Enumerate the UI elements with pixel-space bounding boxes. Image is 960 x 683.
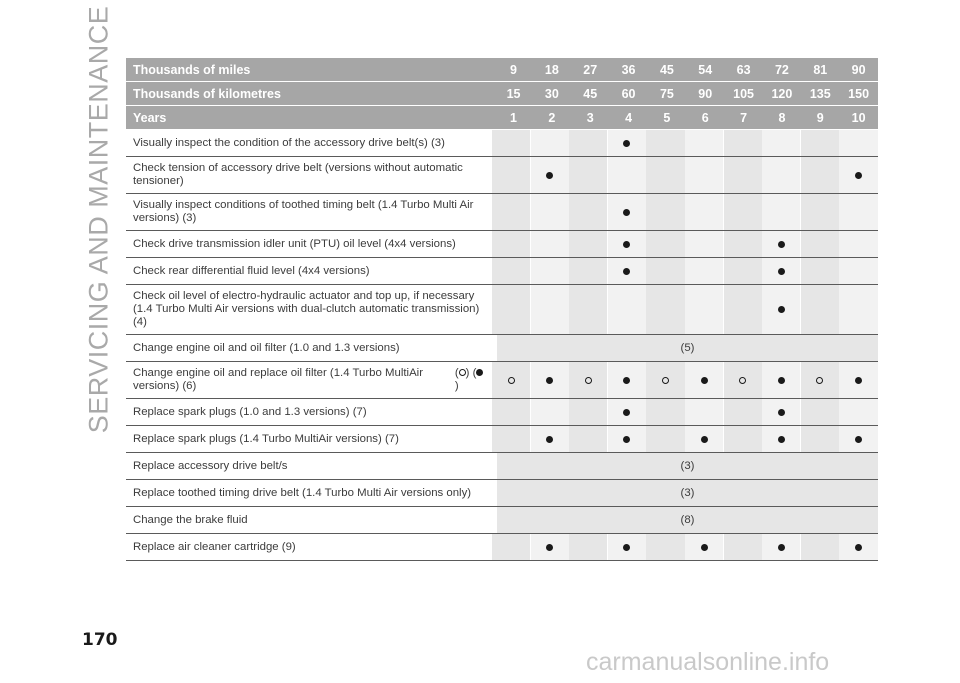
- row-label-text: Check oil level of electro-hydraulic actuator and top up, if necessary (1.4 Turbo Multi Air versions with dual-clutch automatic transmission) (4): [133, 290, 480, 328]
- row-label: [126, 335, 497, 361]
- table-row: [126, 231, 878, 258]
- legend-open: (: [472, 367, 477, 379]
- hollow-circle-icon: [585, 377, 592, 384]
- schedule-cell: [762, 426, 800, 452]
- schedule-cell: [608, 534, 646, 560]
- schedule-cell: [839, 258, 877, 284]
- header-cell: 45: [583, 86, 598, 101]
- header-cell: 90: [698, 86, 713, 101]
- schedule-cell: [685, 426, 723, 452]
- filled-circle-icon: [623, 268, 630, 275]
- row-cells: [497, 507, 878, 533]
- row-cells: [497, 453, 878, 479]
- schedule-cell: [569, 534, 607, 560]
- schedule-cell: [492, 426, 530, 452]
- table-row: [126, 480, 878, 507]
- maintenance-schedule-table: [126, 58, 878, 561]
- header-cell: 8: [778, 110, 786, 125]
- row-label-text: Visually inspect the condition of the accessory drive belt(s) (3): [133, 136, 445, 149]
- schedule-cell: [762, 285, 800, 334]
- filled-circle-icon: [546, 377, 553, 384]
- schedule-cell: [608, 258, 646, 284]
- schedule-cell: [646, 362, 684, 398]
- schedule-cell: [685, 362, 723, 398]
- table-row: [126, 335, 878, 362]
- schedule-cell: [839, 285, 877, 334]
- row-label: [126, 157, 492, 193]
- row-label: [126, 399, 492, 425]
- row-cells: [492, 130, 878, 156]
- row-label: [126, 231, 492, 257]
- schedule-cell: [685, 231, 723, 257]
- header-cell: 105: [733, 86, 754, 101]
- header-row-miles: [126, 58, 878, 82]
- schedule-cell: [724, 130, 762, 156]
- schedule-cell: [801, 194, 839, 230]
- row-label: [126, 426, 492, 452]
- filled-circle-icon: [778, 241, 785, 248]
- schedule-cell: [762, 157, 800, 193]
- schedule-cell: [685, 157, 723, 193]
- table-row: [126, 426, 878, 453]
- schedule-cell: [531, 362, 569, 398]
- row-label-text: Replace spark plugs (1.4 Turbo MultiAir versions) (7): [133, 432, 399, 445]
- filled-circle-icon: [623, 209, 630, 216]
- schedule-cell: [646, 426, 684, 452]
- schedule-cell: [839, 362, 877, 398]
- header-cell: 45: [659, 62, 674, 77]
- schedule-cell: [569, 157, 607, 193]
- schedule-cell: [531, 399, 569, 425]
- schedule-cell: [839, 426, 877, 452]
- schedule-cell: [569, 362, 607, 398]
- row-cells: [492, 285, 878, 334]
- schedule-cell: [531, 194, 569, 230]
- schedule-cell: [569, 399, 607, 425]
- schedule-cell: [685, 130, 723, 156]
- table-row: [126, 507, 878, 534]
- row-cells: [492, 362, 878, 398]
- schedule-cell: [646, 130, 684, 156]
- filled-circle-icon: [546, 544, 553, 551]
- schedule-cell: [492, 194, 530, 230]
- row-label-text: Replace accessory drive belt/s: [133, 459, 288, 472]
- schedule-cell: [569, 231, 607, 257]
- header-cell: 2: [548, 110, 556, 125]
- note-cell: (8): [497, 507, 878, 533]
- header-cell: 10: [851, 110, 866, 125]
- header-cell: 63: [736, 62, 751, 77]
- hollow-circle-icon: [459, 369, 466, 376]
- schedule-cell: [801, 258, 839, 284]
- header-cell: 27: [583, 62, 598, 77]
- schedule-cell: [724, 231, 762, 257]
- schedule-cell: [839, 130, 877, 156]
- note-cell: (3): [497, 453, 878, 479]
- watermark: carmanualsonline.info: [586, 648, 830, 676]
- schedule-cell: [531, 231, 569, 257]
- schedule-cell: [801, 285, 839, 334]
- schedule-cell: [801, 157, 839, 193]
- table-row: [126, 285, 878, 335]
- row-label: [126, 258, 492, 284]
- schedule-cell: [492, 285, 530, 334]
- filled-circle-icon: [546, 172, 553, 179]
- table-row: [126, 534, 878, 561]
- header-row-kilometres: [126, 82, 878, 106]
- schedule-cell: [646, 399, 684, 425]
- header-cell: 36: [621, 62, 636, 77]
- schedule-cell: [839, 534, 877, 560]
- filled-circle-icon: [623, 377, 630, 384]
- row-cells: [492, 399, 878, 425]
- header-cell: 9: [510, 62, 517, 77]
- header-label: Thousands of kilometres: [133, 86, 281, 101]
- schedule-cell: [685, 258, 723, 284]
- schedule-cell: [608, 362, 646, 398]
- filled-circle-icon: [623, 544, 630, 551]
- schedule-cell: [762, 534, 800, 560]
- schedule-cell: [762, 362, 800, 398]
- header-label: Thousands of miles: [133, 62, 251, 77]
- page-number: 170: [82, 630, 118, 650]
- header-cell: 15: [506, 86, 521, 101]
- schedule-cell: [531, 258, 569, 284]
- schedule-cell: [762, 130, 800, 156]
- filled-circle-icon: [623, 241, 630, 248]
- schedule-cell: [839, 231, 877, 257]
- schedule-cell: [724, 362, 762, 398]
- hollow-circle-icon: [508, 377, 515, 384]
- schedule-cell: [492, 258, 530, 284]
- schedule-cell: [724, 157, 762, 193]
- schedule-cell: [531, 157, 569, 193]
- schedule-cell: [608, 157, 646, 193]
- note-cell: (5): [497, 335, 878, 361]
- header-cell: 1: [510, 110, 517, 125]
- table-row: [126, 399, 878, 426]
- header-cell: 4: [625, 110, 633, 125]
- row-legend: [455, 367, 484, 393]
- schedule-cell: [801, 426, 839, 452]
- schedule-cell: [569, 258, 607, 284]
- row-label: [126, 453, 497, 479]
- row-label-text: Replace air cleaner cartridge (9): [133, 540, 296, 553]
- row-label: [126, 194, 492, 230]
- schedule-cell: [492, 130, 530, 156]
- header-cell: 9: [816, 110, 824, 125]
- filled-circle-icon: [855, 544, 862, 551]
- schedule-cell: [569, 194, 607, 230]
- schedule-cell: [492, 362, 530, 398]
- schedule-cell: [801, 534, 839, 560]
- schedule-cell: [762, 399, 800, 425]
- filled-circle-icon: [546, 436, 553, 443]
- table-row: [126, 157, 878, 194]
- filled-circle-icon: [778, 306, 785, 313]
- filled-circle-icon: [778, 436, 785, 443]
- schedule-cell: [762, 258, 800, 284]
- filled-circle-icon: [855, 436, 862, 443]
- filled-circle-icon: [778, 544, 785, 551]
- schedule-cell: [646, 157, 684, 193]
- table-body: [126, 130, 878, 561]
- filled-circle-icon: [476, 369, 483, 376]
- filled-circle-icon: [623, 436, 630, 443]
- row-cells: [492, 426, 878, 452]
- note-cell: (3): [497, 480, 878, 506]
- header-label: Years: [133, 110, 167, 125]
- header-cell: 135: [809, 86, 831, 101]
- row-label-text: Check rear differential fluid level (4x4 versions): [133, 264, 370, 277]
- schedule-cell: [724, 285, 762, 334]
- filled-circle-icon: [701, 544, 708, 551]
- schedule-cell: [531, 534, 569, 560]
- table-row: [126, 362, 878, 399]
- filled-circle-icon: [778, 268, 785, 275]
- row-label: [126, 130, 492, 156]
- table-row: [126, 130, 878, 157]
- row-label-text: Check tension of accessory drive belt (versions without automatic tensioner): [133, 162, 463, 187]
- schedule-cell: [531, 285, 569, 334]
- schedule-cell: [608, 231, 646, 257]
- header-row-years: [126, 106, 878, 130]
- table-row: [126, 194, 878, 231]
- row-cells: [492, 231, 878, 257]
- header-cell: 30: [544, 86, 559, 101]
- schedule-cell: [724, 258, 762, 284]
- filled-circle-icon: [623, 409, 630, 416]
- row-cells: [492, 157, 878, 193]
- schedule-cell: [646, 258, 684, 284]
- row-cells: [492, 534, 878, 560]
- schedule-cell: [569, 130, 607, 156]
- schedule-cell: [569, 426, 607, 452]
- schedule-cell: [531, 130, 569, 156]
- header-cell: 120: [771, 86, 793, 101]
- schedule-cell: [685, 399, 723, 425]
- schedule-cell: [569, 285, 607, 334]
- row-label-text: Change engine oil and oil filter (1.0 and 1.3 versions): [133, 341, 400, 354]
- filled-circle-icon: [701, 436, 708, 443]
- schedule-cell: [724, 426, 762, 452]
- schedule-cell: [839, 157, 877, 193]
- schedule-cell: [608, 399, 646, 425]
- header-cell: 75: [659, 86, 674, 101]
- schedule-cell: [608, 194, 646, 230]
- hollow-circle-icon: [739, 377, 746, 384]
- row-cells: [497, 335, 878, 361]
- header-cell: 150: [848, 86, 870, 101]
- row-cells: [492, 258, 878, 284]
- row-label-text: Replace spark plugs (1.0 and 1.3 versions) (7): [133, 405, 367, 418]
- row-label: [126, 362, 492, 398]
- filled-circle-icon: [623, 140, 630, 147]
- legend-open: (: [454, 367, 459, 379]
- schedule-cell: [531, 426, 569, 452]
- schedule-cell: [646, 194, 684, 230]
- header-cell: 6: [701, 110, 709, 125]
- hollow-circle-icon: [662, 377, 669, 384]
- header-cell: 54: [698, 62, 713, 77]
- schedule-cell: [839, 399, 877, 425]
- schedule-cell: [646, 231, 684, 257]
- filled-circle-icon: [778, 377, 785, 384]
- header-cell: 5: [663, 110, 671, 125]
- schedule-cell: [646, 534, 684, 560]
- table-row: [126, 258, 878, 285]
- header-cell: 60: [621, 86, 636, 101]
- schedule-cell: [608, 426, 646, 452]
- filled-circle-icon: [855, 172, 862, 179]
- schedule-cell: [801, 231, 839, 257]
- legend-close: ): [465, 367, 470, 379]
- schedule-cell: [801, 399, 839, 425]
- row-label-text: Check drive transmission idler unit (PTU) oil level (4x4 versions): [133, 237, 456, 250]
- row-cells: [492, 194, 878, 230]
- schedule-cell: [724, 194, 762, 230]
- section-title-text: SERVICING AND MAINTENANCE: [83, 5, 114, 433]
- filled-circle-icon: [778, 409, 785, 416]
- schedule-cell: [608, 285, 646, 334]
- header-cell: 72: [774, 62, 789, 77]
- header-cell: 90: [851, 62, 866, 77]
- row-label-text: Visually inspect conditions of toothed timing belt (1.4 Turbo Multi Air versions) (3): [133, 199, 474, 224]
- row-label-text: Change engine oil and replace oil filter (1.4 Turbo MultiAir versions) (6): [133, 367, 423, 392]
- schedule-cell: [492, 534, 530, 560]
- row-label: [126, 507, 497, 533]
- schedule-cell: [839, 194, 877, 230]
- row-label: [126, 534, 492, 560]
- schedule-cell: [801, 130, 839, 156]
- schedule-cell: [685, 194, 723, 230]
- row-label-text: Replace toothed timing drive belt (1.4 Turbo Multi Air versions only): [133, 486, 472, 499]
- schedule-cell: [646, 285, 684, 334]
- schedule-cell: [492, 231, 530, 257]
- schedule-cell: [762, 194, 800, 230]
- schedule-cell: [492, 399, 530, 425]
- schedule-cell: [801, 362, 839, 398]
- schedule-cell: [762, 231, 800, 257]
- schedule-cell: [724, 534, 762, 560]
- row-label-text: Change the brake fluid: [133, 513, 248, 526]
- header-cell: 81: [813, 62, 828, 77]
- schedule-cell: [608, 130, 646, 156]
- header-cell: 18: [544, 62, 559, 77]
- row-label: [126, 285, 492, 334]
- schedule-cell: [685, 285, 723, 334]
- row-label: [126, 480, 497, 506]
- filled-circle-icon: [855, 377, 862, 384]
- header-cell: 7: [740, 110, 748, 125]
- header-cell: 3: [586, 110, 594, 125]
- filled-circle-icon: [701, 377, 708, 384]
- table-row: [126, 453, 878, 480]
- hollow-circle-icon: [816, 377, 823, 384]
- row-cells: [497, 480, 878, 506]
- legend-close: ): [454, 380, 459, 392]
- schedule-cell: [492, 157, 530, 193]
- schedule-cell: [724, 399, 762, 425]
- section-side-title: [82, 5, 116, 433]
- schedule-cell: [685, 534, 723, 560]
